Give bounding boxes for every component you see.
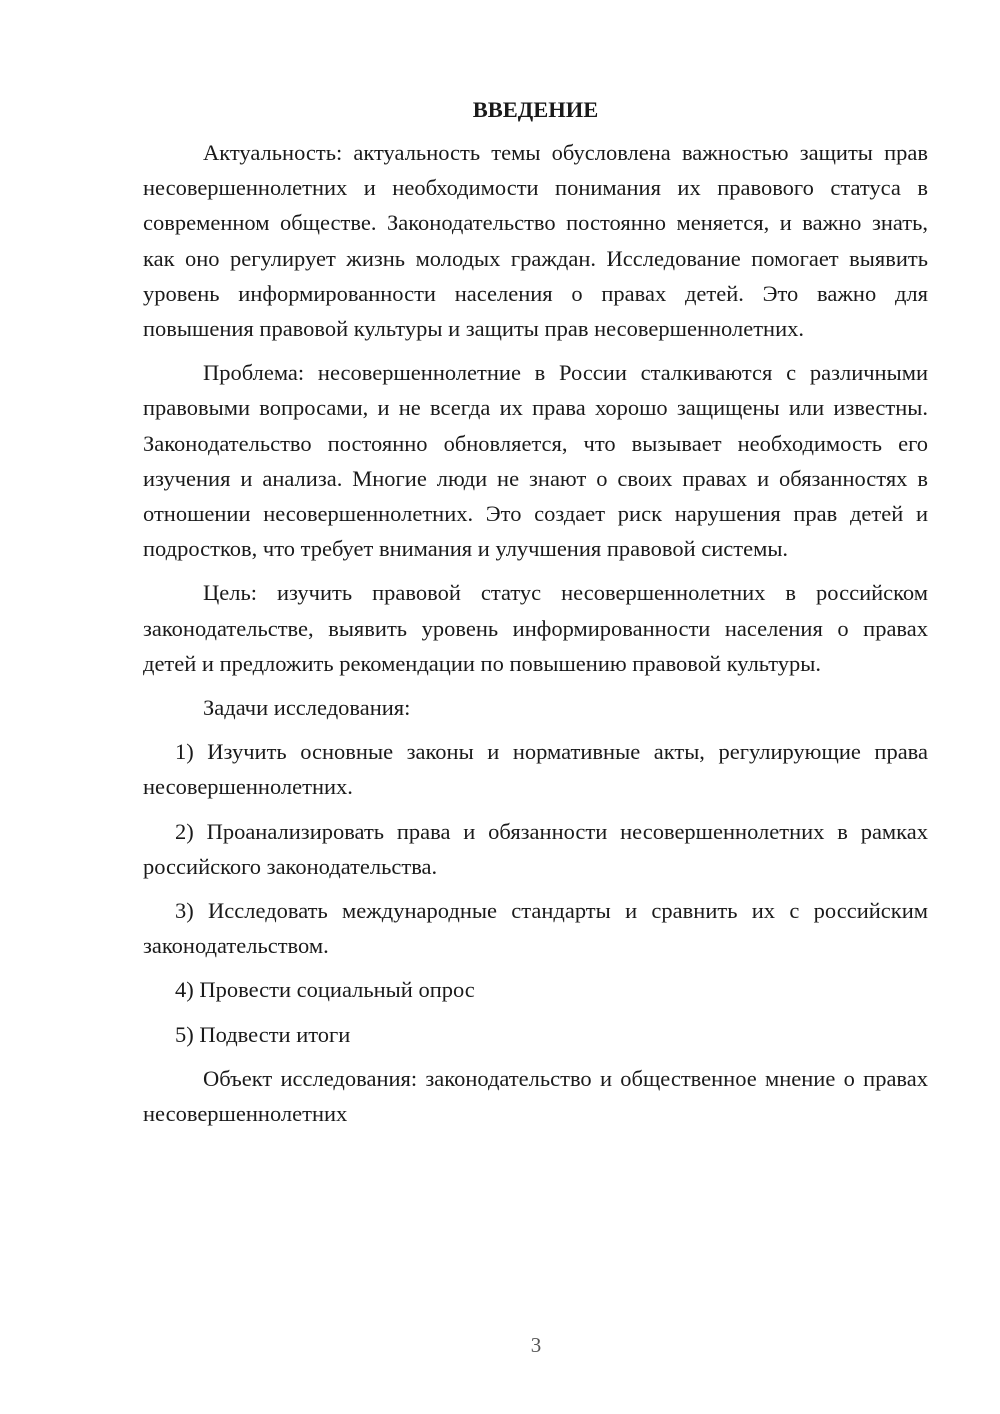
relevance-paragraph: Актуальность: актуальность темы обусловлена важностью защиты прав несовершеннолетних и необходимости понимания их правового статуса в современном обществе. Законодательство постоянно меняется, и важно знать, как оно регулирует жизнь молодых граждан. Исследование помогает выявить уровень информированности населения о правах детей. Это важно для повышения правовой культуры и защиты прав несовершеннолетних. xyxy=(143,140,928,342)
task-item-1: 1) Изучить основные законы и нормативные акты, регулирующие права несовершеннолетних. xyxy=(143,739,928,800)
task-item-5: 5) Подвести итоги xyxy=(175,1021,351,1047)
task-item-2: 2) Проанализировать права и обязанности несовершеннолетних в рамках российского законодательства. xyxy=(143,818,928,879)
page-content xyxy=(143,91,928,1140)
object-paragraph: Объект исследования: законодательство и общественное мнение о правах несовершеннолетних xyxy=(143,1065,928,1127)
goal-paragraph: Цель: изучить правовой статус несовершеннолетних в российском законодательстве, выявить уровень информированности населения о правах детей и предложить рекомендации по повышению правовой культуры. xyxy=(143,580,928,676)
task-item-3: 3) Исследовать международные стандарты и сравнить их с российским законодательством. xyxy=(143,898,928,959)
problem-paragraph: Проблема: несовершеннолетние в России сталкиваются с различными правовыми вопросами, и не всегда их права хорошо защищены или известны. Законодательство постоянно обновляется, что вызывает необходимость его изучения и анализа. Многие люди не знают о своих правах и обязанностях в отношении несовершеннолетних. Это создает риск нарушения прав детей и подростков, что требует внимания и улучшения правовой системы. xyxy=(143,360,928,562)
page-title: ВВЕДЕНИЕ xyxy=(472,97,599,122)
tasks-heading: Задачи исследования: xyxy=(203,695,411,721)
task-item-4: 4) Провести социальный опрос xyxy=(175,977,475,1003)
page-number: 3 xyxy=(530,1333,542,1357)
